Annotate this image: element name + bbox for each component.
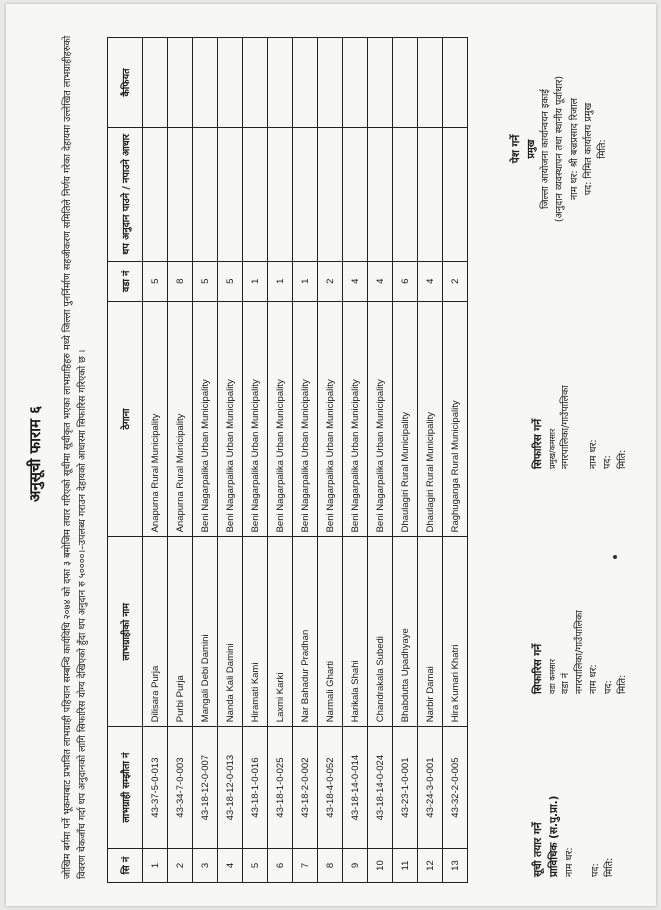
cell-sn: 3 bbox=[193, 849, 218, 883]
table-header-row bbox=[108, 38, 143, 883]
cell-sn: 7 bbox=[293, 849, 318, 883]
scan-speck bbox=[613, 555, 617, 559]
cell-sn: 6 bbox=[268, 849, 293, 883]
sig3-post: पद: bbox=[602, 455, 614, 469]
table-row bbox=[243, 38, 268, 883]
cell-ward: 5 bbox=[143, 261, 168, 301]
header-name: लाभग्राहीको नाम bbox=[108, 537, 143, 727]
table-row bbox=[168, 38, 193, 883]
cell-sn: 8 bbox=[318, 849, 343, 883]
cell-code: 43-18-1-0-016 bbox=[243, 727, 268, 849]
cell-sn: 12 bbox=[418, 849, 443, 883]
form-title: अनुसूची फाराम ६ bbox=[26, 405, 44, 503]
sig3-heading: सिफारिस गर्ने bbox=[532, 418, 544, 469]
table-row bbox=[268, 38, 293, 883]
cell-remarks bbox=[293, 38, 318, 128]
ward-recommend-block bbox=[531, 524, 630, 694]
cell-code: 43-18-14-0-014 bbox=[343, 727, 368, 849]
cell-remarks bbox=[393, 38, 418, 128]
cell-sn: 11 bbox=[393, 849, 418, 883]
cell-basis bbox=[193, 127, 218, 261]
cell-name: Chandrakala Subedi bbox=[368, 537, 393, 727]
cell-place: Beni Nagarpalika Urban Municipality bbox=[368, 301, 393, 537]
cell-name: Hiramati Kami bbox=[243, 537, 268, 727]
cell-name: Dilisara Purja bbox=[143, 537, 168, 727]
sig1-name: नाम थर: bbox=[563, 847, 575, 877]
cell-ward: 1 bbox=[268, 261, 293, 301]
cell-sn: 1 bbox=[143, 849, 168, 883]
cell-remarks bbox=[218, 38, 243, 128]
sig1-heading: सूची तयार गर्ने bbox=[532, 822, 544, 877]
cell-name: Mangali Debi Damini bbox=[193, 537, 218, 727]
scanned-page bbox=[6, 4, 656, 906]
cell-remarks bbox=[318, 38, 343, 128]
cell-code: 43-18-4-0-052 bbox=[318, 727, 343, 849]
cell-place: Beni Nagarpalika Urban Municipality bbox=[318, 301, 343, 537]
sig4-heading: पेश गर्ने bbox=[510, 134, 522, 164]
cell-ward: 6 bbox=[393, 261, 418, 301]
cell-basis bbox=[443, 127, 468, 261]
cell-ward: 5 bbox=[193, 261, 218, 301]
sig4-sub: प्रमुख bbox=[525, 139, 537, 159]
table-row bbox=[368, 38, 393, 883]
header-ward: वडा नं bbox=[108, 261, 143, 301]
cell-basis bbox=[268, 127, 293, 261]
cell-place: Anapurna Rural Municipality bbox=[143, 301, 168, 537]
table-row bbox=[193, 38, 218, 883]
municipality-recommend-block bbox=[531, 299, 630, 469]
cell-basis bbox=[393, 127, 418, 261]
cell-remarks bbox=[418, 38, 443, 128]
cell-sn: 9 bbox=[343, 849, 368, 883]
cell-sn: 10 bbox=[368, 849, 393, 883]
sig3-name: नाम थर: bbox=[588, 439, 599, 469]
cell-basis bbox=[218, 127, 243, 261]
cell-name: Purbi Purja bbox=[168, 537, 193, 727]
cell-place: Dhaulagiri Rural Municipality bbox=[418, 301, 443, 537]
cell-basis bbox=[318, 127, 343, 261]
beneficiary-table bbox=[107, 37, 468, 883]
cell-sn: 5 bbox=[243, 849, 268, 883]
table-row bbox=[443, 38, 468, 883]
sig2-post: पद: bbox=[602, 680, 614, 694]
cell-place: Beni Nagarpalika Urban Municipality bbox=[243, 301, 268, 537]
cell-code: 43-32-2-0-005 bbox=[443, 727, 468, 849]
cell-basis bbox=[143, 127, 168, 261]
sig2-date: मिति: bbox=[616, 674, 628, 694]
cell-ward: 4 bbox=[368, 261, 393, 301]
sig3-sub: प्रमुख/कमसार bbox=[547, 428, 557, 469]
cell-remarks bbox=[268, 38, 293, 128]
cell-place: Raghuganga Rural Municipality bbox=[443, 301, 468, 537]
cell-ward: 4 bbox=[343, 261, 368, 301]
sig1-sub: प्राविधिक (स.पु.प्रा.) bbox=[547, 795, 560, 877]
sig4-post: पद: निमित कार्यालय प्रमुख bbox=[582, 102, 594, 196]
cell-remarks bbox=[368, 38, 393, 128]
header-code: लाभग्राही सम्झौता नं bbox=[108, 727, 143, 849]
cell-place: Anapurna Rural Municipality bbox=[168, 301, 193, 537]
cell-name: Nar Bahadur Pradhan bbox=[293, 537, 318, 727]
header-place: ठेगाना bbox=[108, 301, 143, 537]
cell-name: Hira Kumari Khatri bbox=[443, 537, 468, 727]
cell-basis bbox=[243, 127, 268, 261]
sig4-line2: (अनुदान व्यवस्थापन तथा स्थानीय पूर्वाधार) bbox=[554, 75, 566, 223]
cell-code: 43-18-12-0-007 bbox=[193, 727, 218, 849]
cell-code: 43-23-1-0-001 bbox=[393, 727, 418, 849]
table-row bbox=[318, 38, 343, 883]
cell-remarks bbox=[193, 38, 218, 128]
cell-code: 43-18-12-0-013 bbox=[218, 727, 243, 849]
cell-remarks bbox=[243, 38, 268, 128]
cell-place: Beni Nagarpalika Urban Municipality bbox=[218, 301, 243, 537]
cell-name: Bhabdutta Upadhyaye bbox=[393, 537, 418, 727]
table-row bbox=[343, 38, 368, 883]
sig2-muni: नगरपालिका/गाउँपालिका bbox=[574, 610, 585, 694]
cell-place: Beni Nagarpalika Urban Municipality bbox=[268, 301, 293, 537]
cell-remarks bbox=[168, 38, 193, 128]
cell-ward: 2 bbox=[318, 261, 343, 301]
cell-basis bbox=[343, 127, 368, 261]
sig4-line1: जिल्ला आयोजना कार्यान्वयन इकाई bbox=[540, 89, 551, 209]
sig2-ward: वडा नं bbox=[559, 672, 571, 694]
sig2-name: नाम थर: bbox=[588, 664, 600, 694]
cell-ward: 2 bbox=[443, 261, 468, 301]
cell-name: Laxmi Karki bbox=[268, 537, 293, 727]
cell-basis bbox=[293, 127, 318, 261]
sig4-name: नाम थर: श्री बज्रप्रसाद रिजाल bbox=[568, 98, 580, 200]
sig4-date: मिति: bbox=[597, 139, 608, 159]
rotated-form bbox=[11, 9, 651, 899]
cell-name: Nanda Kali Damini bbox=[218, 537, 243, 727]
cell-basis bbox=[368, 127, 393, 261]
cell-place: Beni Nagarpalika Urban Municipality bbox=[193, 301, 218, 537]
cell-code: 43-18-1-0-025 bbox=[268, 727, 293, 849]
cell-code: 43-34-7-0-003 bbox=[168, 727, 193, 849]
sig1-date: मिति: bbox=[604, 857, 615, 877]
table-row bbox=[393, 38, 418, 883]
prepared-by-block bbox=[531, 727, 617, 877]
cell-ward: 1 bbox=[243, 261, 268, 301]
cell-place: Beni Nagarpalika Urban Municipality bbox=[343, 301, 368, 537]
header-sn: सि नं bbox=[108, 849, 143, 883]
header-basis: थप अनुदान पाउने / नपाउने आधार bbox=[108, 127, 143, 261]
cell-sn: 2 bbox=[168, 849, 193, 883]
cell-place: Dhaulagiri Rural Municipality bbox=[393, 301, 418, 537]
sig3-date: मिति: bbox=[616, 449, 628, 469]
cell-remarks bbox=[443, 38, 468, 128]
cell-name: Harikala Shahi bbox=[343, 537, 368, 727]
submitted-by-block bbox=[509, 24, 610, 274]
cell-remarks bbox=[343, 38, 368, 128]
cell-ward: 4 bbox=[418, 261, 443, 301]
cell-code: 43-18-2-0-002 bbox=[293, 727, 318, 849]
cell-basis bbox=[168, 127, 193, 261]
header-remarks: कैफियत bbox=[108, 38, 143, 128]
cell-place: Beni Nagarpalika Urban Municipality bbox=[293, 301, 318, 537]
table-row bbox=[418, 38, 443, 883]
sig2-sub: वडा कमसार bbox=[547, 658, 557, 694]
cell-code: 43-24-3-0-001 bbox=[418, 727, 443, 849]
table-row bbox=[293, 38, 318, 883]
cell-ward: 5 bbox=[218, 261, 243, 301]
cell-name: Narmali Gharti bbox=[318, 537, 343, 727]
table-row bbox=[143, 38, 168, 883]
cell-code: 43-37-5-0-013 bbox=[143, 727, 168, 849]
sig3-muni: नगरपालिका/गाउँपालिका bbox=[559, 385, 571, 469]
cell-remarks bbox=[143, 38, 168, 128]
cell-basis bbox=[418, 127, 443, 261]
intro-paragraph: जोखिम बर्गमा पर्ने भूकम्पबाट प्रभावित लाभग्राही पहिचान सम्बन्धि कार्यविधि २०७४ को दफा ३ बमोजिम तयार गरिएको सूचीमा सूचीकृत भएका लाभग्राहिहरु मध्ये जिल्ला पुनर्निर्माण सहजीकरण समितिले निर्णय गरेका देहायमा उल्लेखित लाभग्राहीहरुको विवरण चेकजाँच गर्दा थप अनुदानको लागि सिफारिस योग्य देखिएको हुँदा थप अनुदान रु ५००००।–उपलब्ध गराउन देहायको आधारमा सिफारिस गरिएको छ । bbox=[62, 35, 88, 879]
cell-ward: 8 bbox=[168, 261, 193, 301]
sig1-post: पद: bbox=[589, 863, 601, 877]
cell-sn: 13 bbox=[443, 849, 468, 883]
sig2-heading: सिफारिस गर्ने bbox=[532, 643, 544, 694]
table-row bbox=[218, 38, 243, 883]
cell-name: Narbir Damai bbox=[418, 537, 443, 727]
cell-ward: 1 bbox=[293, 261, 318, 301]
cell-sn: 4 bbox=[218, 849, 243, 883]
cell-code: 43-18-14-0-024 bbox=[368, 727, 393, 849]
